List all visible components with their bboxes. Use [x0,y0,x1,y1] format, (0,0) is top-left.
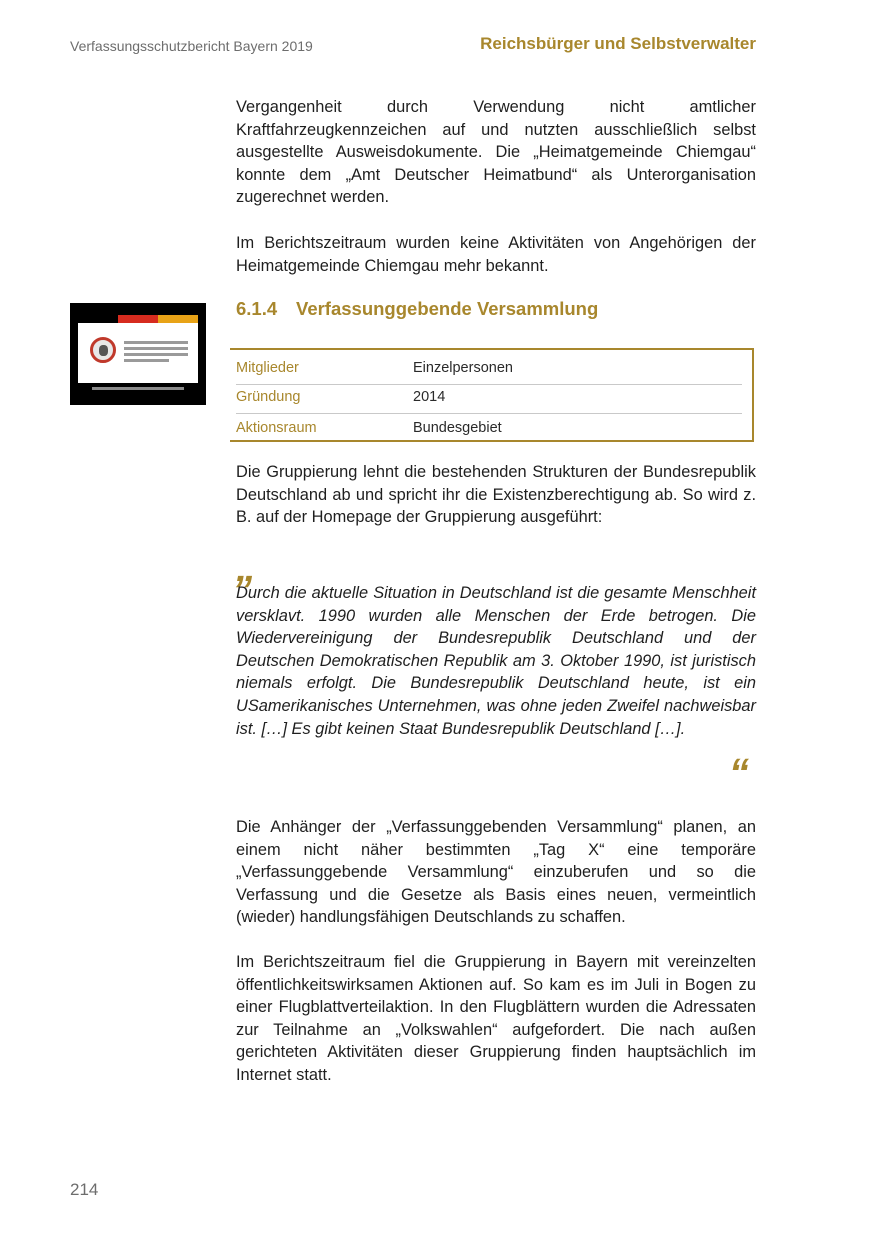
flag-stripes [78,315,198,323]
organization-logo-image [70,303,206,405]
paragraph: Die Anhänger der „Verfassunggebenden Versammlung“ planen, an einem nicht näher bestimmten „Tag X“ eine temporäre „Verfassunggebende Versammlung“ einzuberufen und so die Verfassung und die Gesetze als Basis eines neuen, vermeintlich (wieder) handlungsfähigen Deutschlands zu schaffen. [236,818,756,927]
table-row [236,354,742,385]
paragraph: Im Berichtszeitraum wurden keine Aktivitäten von Angehörigen der Heimatgemeinde Chiemgau mehr bekannt. [236,234,756,275]
paragraph: Vergangenheit durch Verwendung nicht amtlicher Kraftfahrzeugkennzeichen auf und nutzten ausschließlich selbst ausgestellte Ausweisdokumente. Die „Heimatgemeinde Chiemgau“ konnte dem „Amt Deutscher Heimatbund“ als Unterorganisation zugerechnet werden. [236,98,756,207]
row-value: Bundesgebiet [413,420,502,436]
row-label: Gründung [236,389,301,405]
running-header-title: Verfassungsschutzbericht Bayern 2019 [70,38,313,54]
table-row [236,383,742,414]
paragraph: Im Berichtszeitraum fiel die Gruppierung in Bayern mit vereinzelten öffentlichkeitswirksamen Aktionen auf. So kam es im Juli in Bogen zu einer Flugblattverteilaktion. In den Flugblättern wurden die Adressaten zur Teilnahme an „Volkswahlen“ aufgefordert. Die nach außen gerichteten Aktivitäten dieser Gruppierung finden hauptsächlich im Internet statt. [236,953,756,1084]
stripe-red [118,315,158,323]
section-number: 6.1.4 [236,298,278,319]
row-label: Mitglieder [236,360,299,376]
section-title: Verfassunggebende Versammlung [296,298,599,319]
logo-card [78,323,198,383]
section-heading [236,298,598,320]
page-number: 214 [70,1180,99,1199]
close-quote-icon: “ [729,751,749,795]
row-value: 2014 [413,389,446,405]
open-quote-icon: „ [236,546,256,590]
logo-wordmark [124,341,188,365]
info-table [230,348,754,442]
paragraph: Die Gruppierung lehnt die bestehenden Strukturen der Bundesrepublik Deutschland ab und spricht ihr die Existenzberechtigung ab. So wird z. B. auf der Homepage der Gruppierung ausgeführt: [236,463,756,527]
logo-caption [92,387,184,390]
row-value: Einzelpersonen [413,360,513,376]
chapter-header: Reichsbürger und Selbstverwalter [480,34,756,53]
stripe-gold [158,315,198,323]
row-label: Aktionsraum [236,420,317,436]
seal-icon [90,337,116,363]
table-row [236,414,742,440]
block-quote: Durch die aktuelle Situation in Deutschland ist die gesamte Menschheit versklavt. 1990 wurden alle Menschen der Erde betrogen. Die Wiedervereinigung der Bundesrepublik Deutschland und der Deutschen Demokratischen Republik am 3. Oktober 1990, ist juristisch niemals erfolgt. Die Bundesrepublik Deutschland heute, ist ein USamerikanisches Unternehmen, was ohne jeden Zweifel nachweisbar ist. […] Es gibt keinen Staat Bundesrepublik Deutschland […]. [236,584,756,738]
stripe-black [78,315,118,323]
